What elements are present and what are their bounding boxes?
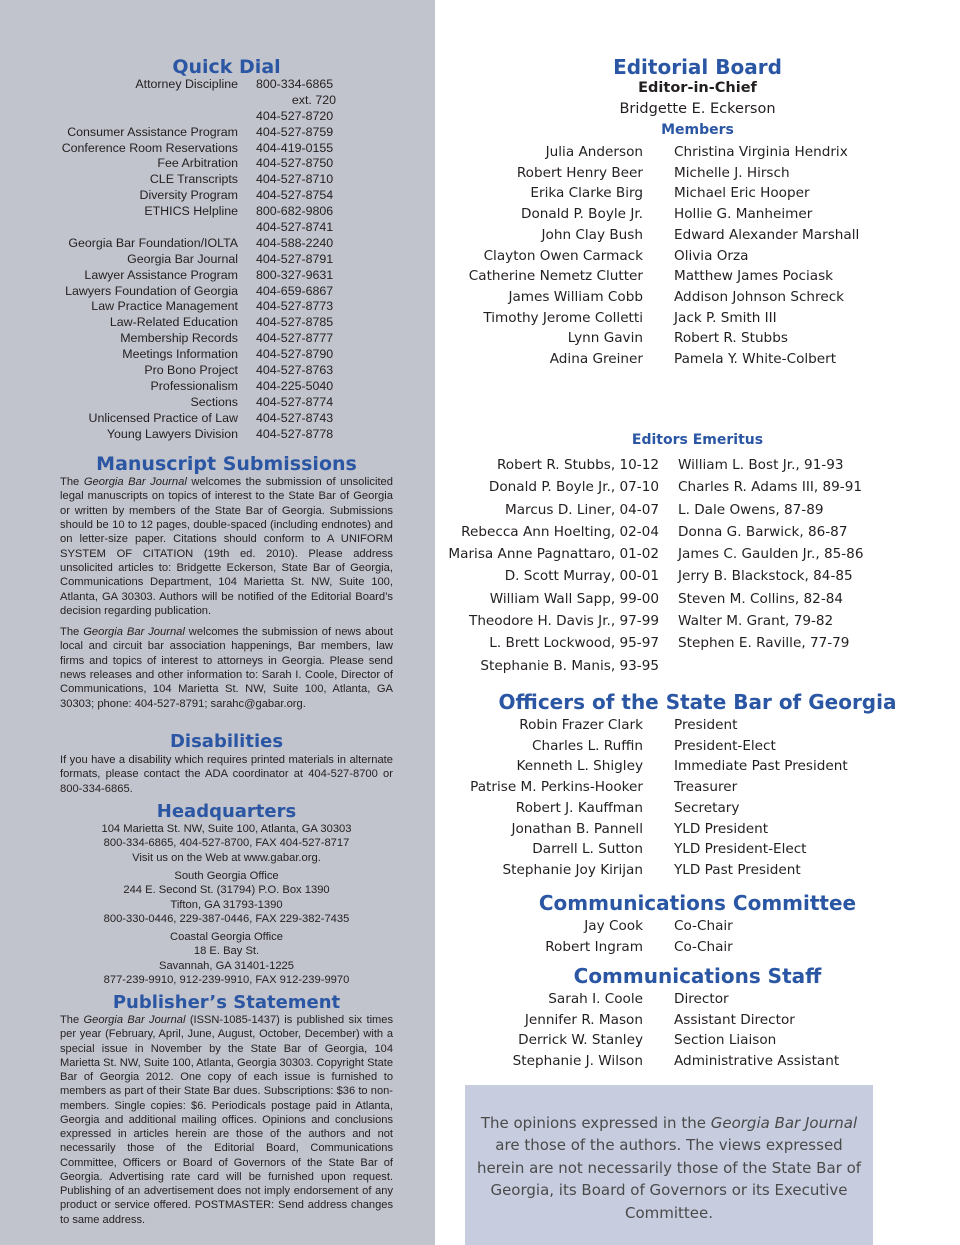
- member-name: Michael Eric Hooper: [674, 185, 810, 202]
- address-line: 18 E. Bay St.: [193, 945, 260, 958]
- list-item: [435, 499, 960, 521]
- officer-title: Treasurer: [674, 779, 738, 796]
- editor-emeritus: Steven M. Collins, 82-84: [678, 590, 844, 607]
- headquarters-heading: Headquarters: [156, 801, 297, 822]
- officer-title: YLD President-Elect: [674, 841, 807, 858]
- editor-emeritus: D. Scott Murray, 00-01: [504, 568, 659, 585]
- list-item: [435, 632, 960, 654]
- list-item: [435, 1051, 960, 1072]
- quick-dial-label: Georgia Bar Foundation/IOLTA: [68, 235, 238, 250]
- staff-title: Section Liaison: [674, 1032, 777, 1049]
- member-name: Addison Johnson Schreck: [674, 288, 845, 305]
- list-item: [435, 565, 960, 587]
- list-item: [435, 989, 960, 1010]
- quick-dial-number: 404-527-8759: [256, 124, 334, 139]
- quick-dial-row: [0, 125, 435, 141]
- quick-dial-number: 404-659-6867: [256, 283, 334, 298]
- quick-dial-label: CLE Transcripts: [149, 172, 238, 187]
- officer-title: YLD President: [674, 820, 769, 837]
- quick-dial-number: 404-527-8750: [256, 156, 334, 171]
- staff-title: Assistant Director: [674, 1011, 795, 1028]
- list-item: [435, 183, 960, 204]
- committee-member-name: Jay Cook: [584, 918, 643, 934]
- quick-dial-row: [0, 284, 435, 300]
- editor-emeritus: Marisa Anne Pagnattaro, 01-02: [448, 546, 659, 563]
- officer-title: Immediate Past President: [674, 758, 848, 775]
- editor-emeritus: Donald P. Boyle Jr., 07-10: [488, 479, 659, 496]
- committee-role: Co-Chair: [674, 918, 733, 934]
- list-item: [435, 839, 960, 860]
- quick-dial-label: Sections: [190, 394, 238, 409]
- quick-dial-row: [0, 363, 435, 379]
- quick-dial-row: [0, 77, 435, 93]
- list-item: [435, 916, 960, 937]
- quick-dial-number: 404-527-8778: [256, 426, 334, 441]
- quick-dial-label: Lawyers Foundation of Georgia: [65, 283, 238, 298]
- address-line: 104 Marietta St. NW, Suite 100, Atlanta, GA 30303: [101, 823, 352, 835]
- list-item: [435, 142, 960, 163]
- member-name: Lynn Gavin: [567, 330, 643, 347]
- list-item: [435, 655, 960, 677]
- quick-dial-number: 404-419-0155: [256, 140, 334, 155]
- quick-dial-row: [0, 141, 435, 157]
- members-list: [435, 142, 960, 370]
- quick-dial-row: [0, 172, 435, 188]
- editor-emeritus: L. Dale Owens, 87-89: [678, 501, 824, 518]
- publisher-heading: Publisher’s Statement: [112, 992, 341, 1013]
- list-item: [435, 349, 960, 370]
- quick-dial-number: 404-527-8791: [256, 251, 334, 266]
- staff-title: Administrative Assistant: [674, 1053, 840, 1070]
- officer-name: Robin Frazer Clark: [519, 717, 643, 733]
- quick-dial-row: [0, 411, 435, 427]
- quick-dial-label: Meetings Information: [122, 347, 238, 362]
- quick-dial-label: [0, 93, 256, 109]
- quick-dial-number: 404-527-8720: [256, 108, 334, 123]
- officer-title: President: [674, 717, 738, 733]
- committee-member-name: Robert Ingram: [545, 938, 643, 955]
- editor-emeritus: Charles R. Adams III, 89-91: [678, 479, 863, 496]
- quick-dial-label: Conference Room Reservations: [61, 140, 238, 155]
- quick-dial-number: ext. 720: [291, 92, 336, 107]
- quick-dial-row: [0, 188, 435, 204]
- south-georgia-office: [60, 869, 393, 926]
- list-item: [435, 819, 960, 840]
- quick-dial-label: Pro Bono Project: [144, 363, 238, 378]
- staff-name: Jennifer R. Mason: [524, 1011, 643, 1028]
- list-item: [435, 204, 960, 225]
- disabilities-text: If you have a disability which requires printed materials in alternate formats, please contact the ADA coordinator at 404-527-8700 or 800-334-6865.: [60, 754, 393, 795]
- communications-committee-list: [435, 916, 960, 957]
- member-name: Matthew James Pociask: [674, 268, 834, 285]
- quick-dial-number: 404-527-8741: [256, 220, 334, 235]
- list-item: [435, 521, 960, 543]
- quick-dial-number: 800-334-6865: [256, 77, 334, 91]
- editor-emeritus: Stephen E. Raville, 77-79: [678, 635, 850, 652]
- member-name: Catherine Nemetz Clutter: [468, 268, 643, 285]
- quick-dial-label: Membership Records: [120, 331, 238, 346]
- journal-title: Georgia Bar Journal: [83, 476, 187, 488]
- quick-dial-row: [0, 93, 435, 109]
- list-item: [435, 328, 960, 349]
- quick-dial-label: ETHICS Helpline: [144, 204, 238, 219]
- quick-dial-label: Consumer Assistance Program: [67, 124, 238, 139]
- list-item: [435, 476, 960, 498]
- committee-role: Co-Chair: [674, 938, 733, 955]
- member-name: Robert R. Stubbs: [674, 330, 788, 347]
- editors-emeritus-heading: Editors Emeritus: [631, 432, 764, 448]
- member-name: Olivia Orza: [674, 247, 749, 264]
- quick-dial-label: [0, 109, 256, 125]
- list-item: [435, 610, 960, 632]
- communications-staff-heading: Communications Staff: [573, 964, 822, 988]
- quick-dial-heading: Quick Dial: [172, 56, 281, 78]
- member-name: Adina Greiner: [549, 351, 643, 368]
- publisher-statement: The Georgia Bar Journal (ISSN-1085-1437) is published six times per year (February, April, June, August, October, December) with a special issue in November by the State Bar of Georgia, 104 Marietta St. NW, Suite 100, Atlanta, Georgia 30303. Copyright State Bar of Georgia 2012. One copy of each issue is furnished to members as part of their State Bar dues. Subscriptions: $36 to non-members. Single copies: $6. Periodicals postage paid in Atlanta, Georgia and additional mailing offices. Opinions and conclusions expressed in articles herein are those of the authors and not necessarily those of the Editorial Board, Communications Committee, Officers or Board of Governors of the State Bar of Georgia. Advertising rate card will be furnished upon request. Publishing of an advertisement does not imply endorsement of any product or service offered. POSTMASTER: Send address changes to same address.: [60, 1014, 393, 1226]
- list-item: [435, 225, 960, 246]
- member-name: Michelle J. Hirsch: [674, 164, 790, 181]
- quick-dial-row: [0, 204, 435, 220]
- quick-dial-label: Georgia Bar Journal: [127, 251, 238, 266]
- officer-name: Stephanie Joy Kirijan: [502, 861, 643, 878]
- officer-name: Jonathan B. Pannell: [511, 820, 643, 837]
- quick-dial-label: Attorney Discipline: [135, 77, 238, 91]
- address-line: 244 E. Second St. (31794) P.O. Box 1390: [123, 884, 330, 897]
- member-name: Julia Anderson: [545, 144, 643, 160]
- list-item: [435, 266, 960, 287]
- list-item: [435, 1030, 960, 1051]
- disclaimer-box: [465, 1085, 873, 1245]
- list-item: [435, 736, 960, 757]
- quick-dial-label: Diversity Program: [139, 188, 238, 203]
- manuscript-paragraph-1: The Georgia Bar Journal welcomes the submission of unsolicited legal manuscripts on topics of interest to the State Bar of Georgia or written by members of the State Bar of Georgia. Submissions should be 10 to 12 pages, double-spaced (including endnotes) and on letter-size paper. Citations should conform to A UNIFORM SYSTEM OF CITATION (19th ed. 2010). Please address unsolicited articles to: Bridgette Eckerson, State Bar of Georgia, Communications Department, 104 Marietta St. NW, Suite 100, Atlanta, GA 30303. Authors will be notified of the Editorial Board’s decision regarding publication.: [60, 476, 393, 618]
- list-item: [435, 1010, 960, 1031]
- staff-title: Director: [674, 991, 729, 1007]
- editor-emeritus: William Wall Sapp, 99-00: [489, 590, 659, 607]
- manuscript-paragraph-2: The Georgia Bar Journal welcomes the submission of news about local and circuit bar association happenings, Bar members, law firms and topics of interest to attorneys in Georgia. Please send news releases and other information to: Sarah I. Coole, Director of Communications, 104 Marietta St. NW, Suite 100, Atlanta, GA 30303; phone: 404-527-8791; sarahc@gabar.org.: [60, 626, 394, 710]
- list-item: [435, 163, 960, 184]
- editor-emeritus: William L. Bost Jr., 91-93: [678, 457, 844, 473]
- address-line: 877-239-9910, 912-239-9910, FAX 912-239-9970: [103, 973, 350, 986]
- right-column: [435, 0, 960, 1245]
- quick-dial-row: [0, 347, 435, 363]
- quick-dial-row: [0, 395, 435, 411]
- quick-dial-number: 404-527-8785: [256, 315, 334, 330]
- member-name: Timothy Jerome Colletti: [483, 309, 643, 326]
- address-line: Visit us on the Web at www.gabar.org.: [132, 851, 321, 864]
- address-line: Tifton, GA 31793-1390: [170, 898, 283, 911]
- editor-in-chief-label: Editor-in-Chief: [638, 80, 757, 96]
- quick-dial-row: [0, 109, 435, 125]
- quick-dial-number: 404-527-8763: [256, 363, 334, 378]
- quick-dial-row: [0, 379, 435, 395]
- quick-dial-label: Fee Arbitration: [157, 156, 238, 171]
- list-item: [435, 777, 960, 798]
- editor-emeritus: Stephanie B. Manis, 93-95: [480, 657, 659, 674]
- officer-title: YLD Past President: [674, 861, 801, 878]
- quick-dial-row: [0, 252, 435, 268]
- member-name: Erika Clarke Birg: [530, 185, 643, 202]
- member-name: John Clay Bush: [541, 226, 643, 243]
- member-name: Clayton Owen Carmack: [483, 247, 643, 264]
- officer-name: Darrell L. Sutton: [532, 841, 643, 858]
- address-line: South Georgia Office: [174, 870, 279, 882]
- quick-dial-row: [0, 156, 435, 172]
- disclaimer-text: The opinions expressed in the Georgia Bar Journal are those of the authors. The views expressed herein are not necessarily those of the State Bar of Georgia, its Board of Governors or its Executive Committee.: [476, 1114, 862, 1222]
- editor-emeritus: James C. Gaulden Jr., 85-86: [678, 546, 864, 563]
- member-name: Hollie G. Manheimer: [674, 206, 813, 223]
- quick-dial-row: [0, 220, 435, 236]
- quick-dial-label: Professionalism: [150, 378, 238, 393]
- quick-dial-number: 404-527-8777: [256, 331, 334, 346]
- journal-title: Georgia Bar Journal: [83, 626, 185, 638]
- officer-title: Secretary: [674, 799, 740, 816]
- quick-dial-number: 404-527-8754: [256, 188, 334, 203]
- member-name: Robert Henry Beer: [516, 164, 643, 181]
- coastal-georgia-office: [60, 930, 393, 987]
- officers-heading: Officers of the State Bar of Georgia: [498, 690, 897, 714]
- editorial-board-heading: Editorial Board: [613, 55, 782, 79]
- disabilities-heading: Disabilities: [169, 731, 284, 752]
- member-name: Pamela Y. White-Colbert: [674, 351, 837, 368]
- quick-dial-number: 404-225-5040: [256, 378, 334, 393]
- editor-emeritus: Walter M. Grant, 79-82: [678, 613, 834, 630]
- member-name: Christina Virginia Hendrix: [674, 144, 848, 160]
- editor-emeritus: Marcus D. Liner, 04-07: [504, 501, 659, 518]
- editor-emeritus: Jerry B. Blackstock, 84-85: [678, 568, 853, 585]
- quick-dial-number: 404-527-8774: [256, 394, 334, 409]
- quick-dial-row: [0, 427, 435, 443]
- officer-name: Patrise M. Perkins-Hooker: [470, 779, 643, 796]
- editor-emeritus: Theodore H. Davis Jr., 97-99: [469, 613, 659, 630]
- journal-title: Georgia Bar Journal: [710, 1114, 858, 1132]
- address-line: Savannah, GA 31401-1225: [159, 959, 294, 972]
- quick-dial-number: 404-588-2240: [256, 235, 334, 250]
- quick-dial-label: Law-Related Education: [109, 315, 238, 330]
- list-item: [435, 287, 960, 308]
- quick-dial-number: 800-327-9631: [256, 267, 334, 282]
- communications-staff-list: [435, 989, 960, 1072]
- quick-dial-number: 404-527-8773: [256, 299, 334, 314]
- list-item: [435, 246, 960, 267]
- list-item: [435, 715, 960, 736]
- quick-dial-label: [0, 220, 256, 236]
- officers-list: [435, 715, 960, 881]
- officer-name: Robert J. Kauffman: [515, 799, 643, 816]
- list-item: [435, 937, 960, 958]
- officer-name: Charles L. Ruffin: [532, 737, 643, 754]
- list-item: [435, 860, 960, 881]
- quick-dial-label: Law Practice Management: [91, 299, 238, 314]
- editor-in-chief-name: Bridgette E. Eckerson: [619, 101, 776, 117]
- address-line: 800-330-0446, 229-387-0446, FAX 229-382-7435: [103, 912, 350, 925]
- quick-dial-label: Unlicensed Practice of Law: [88, 410, 238, 425]
- quick-dial-row: [0, 331, 435, 347]
- members-label: Members: [661, 122, 734, 138]
- left-column: [0, 0, 435, 1245]
- manuscript-heading: Manuscript Submissions: [96, 453, 357, 475]
- quick-dial-number: 800-682-9806: [256, 204, 334, 219]
- staff-name: Derrick W. Stanley: [518, 1032, 643, 1049]
- editors-emeritus-list: [435, 454, 960, 677]
- editor-emeritus: [659, 655, 678, 677]
- officer-name: Kenneth L. Shigley: [516, 758, 643, 775]
- editor-emeritus: Robert R. Stubbs, 10-12: [496, 457, 659, 473]
- editor-emeritus: L. Brett Lockwood, 95-97: [489, 635, 659, 652]
- quick-dial-label: Lawyer Assistance Program: [84, 267, 238, 282]
- member-name: Edward Alexander Marshall: [674, 226, 860, 243]
- list-item: [435, 308, 960, 329]
- headquarters-main-office: [60, 822, 393, 865]
- quick-dial-row: [0, 299, 435, 315]
- list-item: [435, 756, 960, 777]
- address-line: 800-334-6865, 404-527-8700, FAX 404-527-8717: [103, 837, 350, 850]
- quick-dial-number: 404-527-8743: [256, 410, 334, 425]
- editor-emeritus: Rebecca Ann Hoelting, 02-04: [461, 523, 659, 540]
- list-item: [435, 454, 960, 476]
- quick-dial-number: 404-527-8790: [256, 347, 334, 362]
- journal-title: Georgia Bar Journal: [83, 1014, 186, 1026]
- member-name: Jack P. Smith III: [674, 309, 777, 326]
- editor-emeritus: Donna G. Barwick, 86-87: [678, 523, 848, 540]
- list-item: [435, 798, 960, 819]
- staff-name: Stephanie J. Wilson: [512, 1053, 643, 1070]
- address-line: Coastal Georgia Office: [170, 931, 283, 943]
- member-name: James William Cobb: [508, 288, 643, 305]
- communications-committee-heading: Communications Committee: [538, 891, 857, 915]
- quick-dial-row: [0, 268, 435, 284]
- staff-name: Sarah I. Coole: [548, 991, 643, 1007]
- member-name: Donald P. Boyle Jr.: [521, 206, 643, 223]
- list-item: [435, 588, 960, 610]
- quick-dial-row: [0, 315, 435, 331]
- quick-dial-list: [0, 77, 435, 442]
- quick-dial-number: 404-527-8710: [256, 172, 334, 187]
- quick-dial-label: Young Lawyers Division: [106, 426, 238, 441]
- officer-title: President-Elect: [674, 737, 776, 754]
- list-item: [435, 543, 960, 565]
- quick-dial-row: [0, 236, 435, 252]
